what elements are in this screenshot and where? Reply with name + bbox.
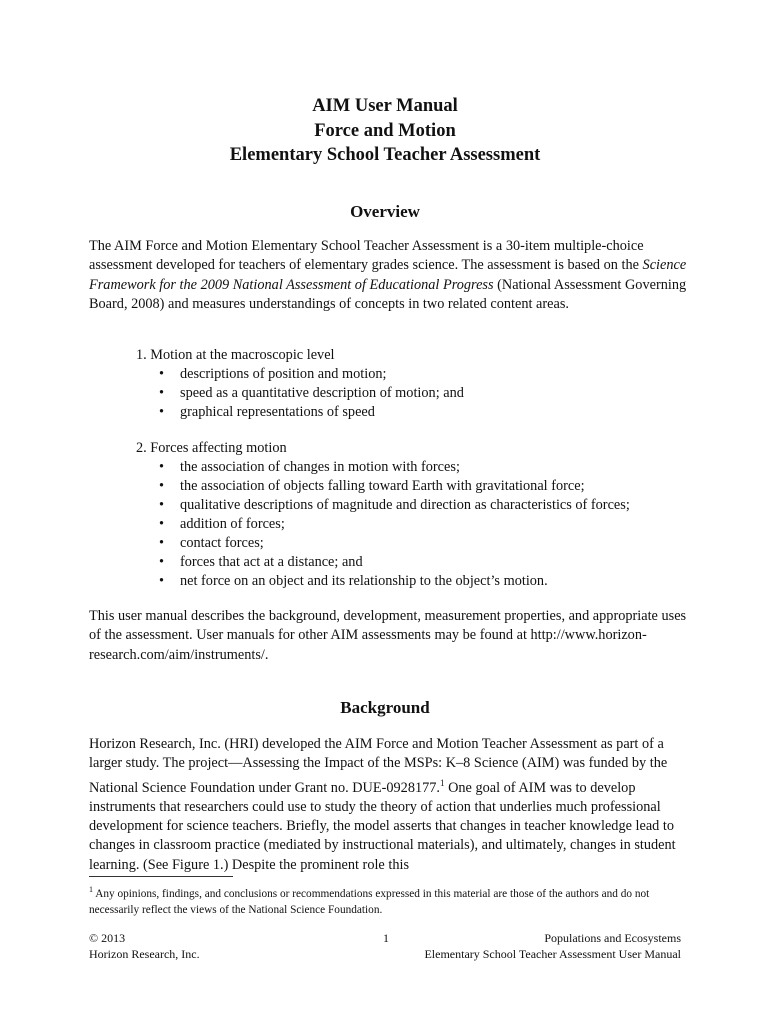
title-line-1: AIM User Manual [312, 96, 458, 116]
bullet-item: • net force on an object and its relationship to the object’s motion. [136, 572, 696, 591]
background-text-a: Horizon Research, Inc. (HRI) developed the AIM Force and Motion Teacher Assessment as part of a larger study. The project—Assessing the Impact of the MSPs: K–8 Science (AIM) was funded by the National Science Foundation under Grant no. DUE-0928177. [89, 736, 668, 796]
bullet-item: • the association of changes in motion with forces; [136, 458, 696, 477]
footnote-text: Any opinions, findings, and conclusions or recommendations expressed in this material are those of the authors and do not necessarily reflect the views of the National Science Foundation. [89, 887, 650, 916]
title-line-2: Force and Motion [314, 120, 456, 141]
content-area-1-items [136, 365, 696, 422]
footer-right [424, 930, 681, 962]
page-number: 1 [383, 931, 389, 945]
background-paragraph [89, 735, 689, 875]
overview-closing-paragraph: This user manual describes the background, development, measurement properties, and appropriate uses of the assessment. User manuals for other AIM assessments may be found at http://www.horizon-research.com/aim/instruments/. [89, 608, 687, 663]
overview-intro-paragraph [89, 237, 689, 314]
footer-organization: Horizon Research, Inc. [89, 947, 200, 961]
bullet-item: • contact forces; [136, 534, 696, 553]
footer-document-series: Populations and Ecosystems [544, 931, 681, 945]
intro-text-b: (National Assessment Governing Board, 2008) and measures understandings of concepts in two related content areas. [89, 276, 687, 312]
bullet-item: • graphical representations of speed [136, 403, 696, 422]
footnote [89, 882, 689, 918]
bullet-list [136, 458, 696, 591]
footnote-divider [89, 876, 233, 877]
footnote-reference[interactable]: 1 [440, 777, 445, 788]
footnote-marker: 1 [89, 885, 93, 894]
bullet-item: • speed as a quantitative description of motion; and [136, 384, 696, 403]
bullet-item: • the association of objects falling toward Earth with gravitational force; [136, 477, 696, 496]
content-area-2-heading: 2. Forces affecting motion [136, 440, 287, 456]
background-text-b: One goal of AIM was to develop instruments that researchers could use to study the theory of action that underlies much professional development for science teachers. Briefly, the model asserts that changes in teacher knowledge lead to changes in classroom practice (mediated by instructional materials), and ultimately, changes in student learning. (See Figure 1.) Despite the prominent role this [89, 779, 676, 873]
content-area-2-items [136, 458, 696, 591]
footer-copyright: © 2013 [89, 931, 126, 945]
footer-left [89, 930, 200, 962]
content-area-list-2 [136, 439, 696, 591]
intro-text-a: The AIM Force and Motion Elementary School Teacher Assessment is a 30-item multiple-choice assessment developed for teachers of elementary grades science. The assessment is based on the [89, 238, 644, 274]
footer-document-title: Elementary School Teacher Assessment User Manual [424, 947, 681, 961]
title-line-3: Elementary School Teacher Assessment [229, 145, 541, 165]
framework-title: Science Framework for the 2009 National Assessment of Educational Progress [89, 257, 687, 293]
bullet-item: • addition of forces; [136, 515, 696, 534]
overview-heading: Overview [350, 202, 420, 221]
title-block [0, 94, 770, 168]
bullet-item: • qualitative descriptions of magnitude and direction as characteristics of forces; [136, 496, 696, 515]
bullet-list [136, 365, 696, 422]
background-heading: Background [340, 698, 430, 717]
content-area-1-heading: 1. Motion at the macroscopic level [136, 347, 335, 363]
bullet-item: • forces that act at a distance; and [136, 553, 696, 572]
bullet-item: • descriptions of position and motion; [136, 365, 696, 384]
content-area-list-1 [136, 346, 696, 422]
